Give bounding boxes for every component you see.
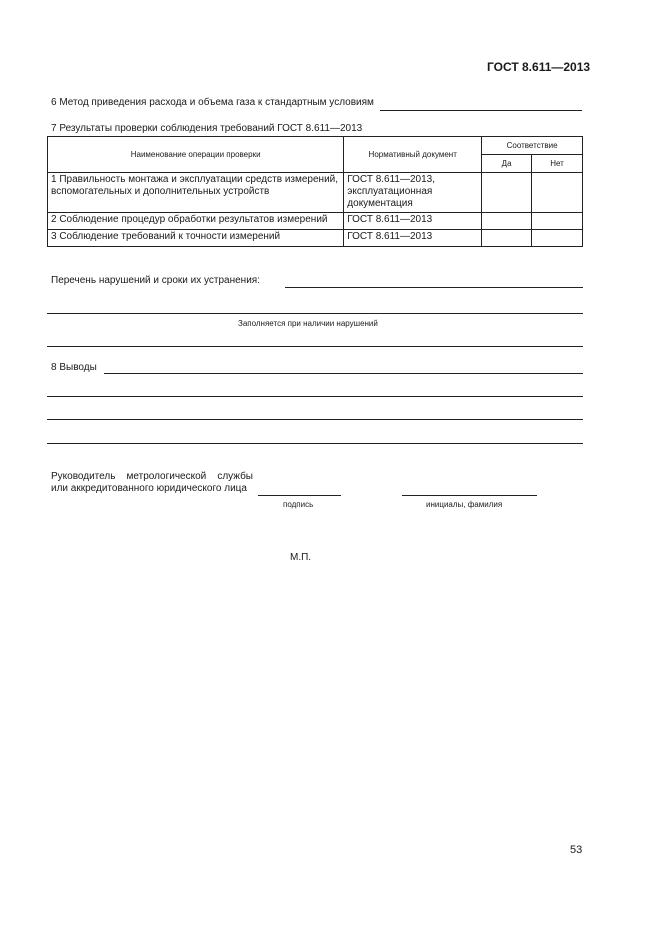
violations-fill-line	[47, 346, 583, 347]
signature-caption: подпись	[283, 500, 314, 509]
no-cell	[532, 173, 583, 213]
col-document-header: Нормативный документ	[344, 137, 482, 173]
section-8-label: 8 Выводы	[51, 362, 97, 373]
table-row	[48, 230, 583, 247]
section-6-fill-line	[380, 110, 582, 111]
section-7-label: 7 Результаты проверки соблюдения требований ГОСТ 8.611—2013	[51, 123, 363, 134]
conclusions-fill-line	[47, 419, 583, 420]
conclusions-fill-line	[47, 443, 583, 444]
col-compliance-header: Соответствие	[482, 137, 583, 155]
yes-cell	[482, 173, 532, 213]
section-6-label: 6 Метод приведения расхода и объема газа к стандартным условиям	[51, 97, 374, 108]
operation-cell: 3 Соблюдение требований к точности измерений	[48, 230, 344, 247]
document-code: ГОСТ 8.611—2013	[487, 60, 591, 74]
table-header-row	[48, 137, 583, 155]
violations-label: Перечень нарушений и сроки их устранения:	[51, 275, 260, 286]
col-operation-header: Наименование операции проверки	[48, 137, 344, 173]
violations-hint: Заполняется при наличии нарушений	[238, 319, 378, 328]
operation-cell: 2 Соблюдение процедур обработки результатов измерений	[48, 213, 344, 230]
conclusions-fill-line	[104, 373, 583, 374]
col-no-header: Нет	[532, 155, 583, 173]
stamp-place: М.П.	[290, 552, 312, 563]
results-table	[47, 136, 583, 247]
document-cell: ГОСТ 8.611—2013	[344, 213, 482, 230]
yes-cell	[482, 230, 532, 247]
yes-cell	[482, 213, 532, 230]
document-cell: ГОСТ 8.611—2013, эксплуатационная документация	[344, 173, 482, 213]
signatory-role-line2: или аккредитованного юридического лица	[51, 483, 247, 494]
signature-line	[258, 495, 341, 496]
no-cell	[532, 230, 583, 247]
conclusions-fill-line	[47, 396, 583, 397]
document-cell: ГОСТ 8.611—2013	[344, 230, 482, 247]
no-cell	[532, 213, 583, 230]
page-number: 53	[570, 844, 583, 856]
table-row	[48, 173, 583, 213]
operation-cell: 1 Правильность монтажа и эксплуатации средств измерений, вспомогательных и дополнительных устройств	[48, 173, 344, 213]
col-yes-header: Да	[482, 155, 532, 173]
violations-fill-line	[47, 313, 583, 314]
name-caption: инициалы, фамилия	[426, 500, 503, 509]
signatory-role-line1: Руководитель метрологической службы	[51, 471, 253, 482]
violations-fill-line	[285, 287, 583, 288]
name-line	[402, 495, 537, 496]
table-row	[48, 213, 583, 230]
